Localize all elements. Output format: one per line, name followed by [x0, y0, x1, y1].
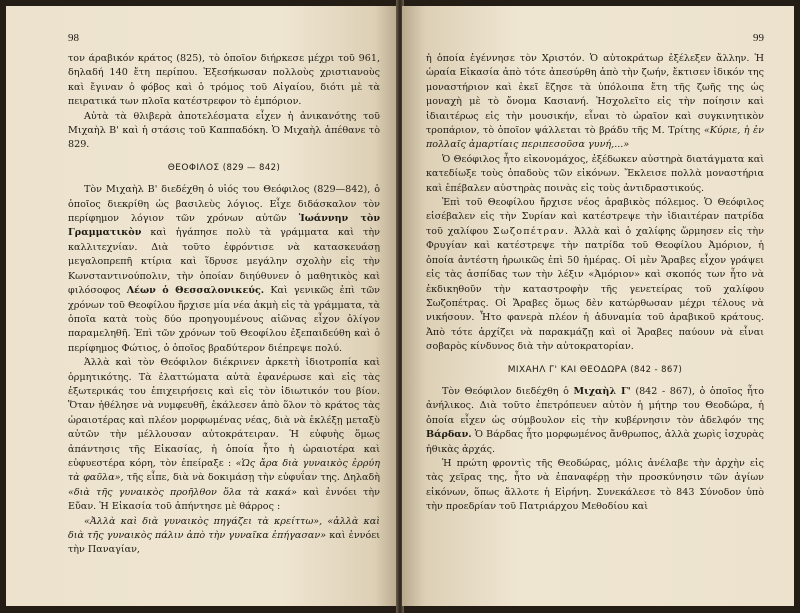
page-number-right: 99 — [753, 32, 764, 44]
heading-title: ΘΕΟΦΙΛΟΣ — [167, 162, 220, 173]
left-paragraph-4 — [68, 356, 380, 514]
spaced-name-sozopetra: Σωζοπέτραν. — [492, 225, 570, 237]
left-paragraph-3 — [68, 183, 380, 356]
section-heading-michael-theodora — [426, 363, 764, 377]
text-run: τῆς εἶπε, διὰ νὰ δοκιμάσῃ τὴν εὐφυΐαν της. Δηλαδὴ — [126, 472, 380, 484]
quote-2: «διὰ τῆς γυναικὸς προῆλθον ὅλα τὰ κακά» — [68, 486, 297, 498]
right-paragraph-1 — [426, 52, 764, 153]
bold-name-ioannis: Ἰωάννην τὸν Γραμματικὸν — [68, 213, 380, 239]
text-run: καὶ ἠγάπησε πολὺ τὰ γράμματα καὶ τὴν καλλιτεχνίαν. Διὰ τοῦτο ἐφρόντισε νὰ κατασκευάσῃ μεγαλοπρεπῆ κτίρια καὶ ἵδρυσε μεγάλην σχολὴν εἰς τὴν Κωνσταντινούπολιν, τὴν ὁποίαν διηύθυνεν ὁ μαθητικὸς καὶ φιλόσοφος — [68, 227, 380, 297]
left-paragraph-1: τον άραβικόν κράτος (825), τὸ ὁποῖον διήρκεσε μέχρι τοῦ 961, δηλαδή 140 ἔτη περίπου. Ἐξεσήκωσαν πολλοὺς χριστιανοὺς καὶ ἔγιναν ὁ φόβος καὶ ὁ τρόμος τοῦ Αἰγαίου, διότι μὲ τὰ πειρατικά των πλοῖα κατέστρεφον τὸ ἐμπόριον. — [68, 53, 380, 108]
text-run: Ἐπὶ τοῦ Θεοφίλου ἤρχισε νέος ἀραβικὸς πόλεμος. Ὁ Θεόφιλος εἰσέβαλεν εἰς τὴν Συρίαν καὶ κατέστρεψε τὴν ἰδιαιτέραν πατρίδα τοῦ χαλίφου — [426, 197, 764, 237]
text-run: ἡ ὁποία ἐγέννησε τὸν Χριστόν. Ὁ αὐτοκράτωρ ἐξέλεξεν ἄλλην. Ἡ ὡραία Εἰκασία ἀπὸ τότε ἀπεσύρθη ἀπὸ τὴν ζωήν, ἔκτισεν ἰδικόν της μοναστήριον καὶ ἐκεῖ ἔζησε τὰ ὑπόλοιπα ἔτη τῆς ζωῆς της ὡς μοναχὴ μὲ τὸ ὄνομα Κασιανή. Ἠσχολεῖτο εἰς τὴν ποίησιν καὶ ἰδιαιτέρως εἰς τὴν μουσικήν, εἶναι τὸ ὡραῖον καὶ συγκινητικὸν τροπάριον, τὸ ὁποῖον ψάλλεται τὸ βράδυ τῆς Μ. Τρίτης — [426, 53, 764, 137]
right-paragraph-4 — [426, 385, 764, 457]
bold-name-leon: Λέων ὁ Θεσσαλονικεύς. — [126, 285, 265, 297]
right-paragraph-5: Ἡ πρώτη φροντὶς τῆς Θεοδώρας, μόλις ἀνέλαβε τὴν ἀρχὴν εἰς τὰς χεῖρας της, ἦτο νὰ ἐπαναφέρῃ τὴν προσκύνησιν τῶν ἁγίων εἰκόνων, ὅπως ἄλλοτε ἡ Εἰρήνη. Συνεκάλεσε τὸ 843 Σύνοδον ὑπὸ τὴν προεδρίαν τοῦ Πατριάρχου Μεθοδίου καὶ — [426, 457, 764, 513]
bold-name-bardas: Βάρδαν. — [426, 429, 472, 441]
text-run: Τὸν Μιχαὴλ Β' διεδέχθη ὁ υἱός του Θεόφιλος (829—842), ὁ ὁποῖος διεκρίθη ὡς βασιλεὺς λόγιος. Εἶχε διδάσκαλον τὸν περίφημον λόγιον τῶν χρόνων αὐτῶν — [68, 184, 380, 225]
left-paragraph-2: Αὐτὰ τὰ θλιβερὰ ἀποτελέσματα εἶχεν ἡ ἀνικανότης τοῦ Μιχαὴλ Β' καὶ ἡ στάσις τοῦ Καππαδόκη. Ὁ Μιχαὴλ ἀπέθανε τὸ 829. — [68, 110, 380, 151]
heading-dates: (829 — 842) — [222, 162, 281, 173]
troparion-quote: «Κύριε, ἡ ἐν πολλαῖς ἁμαρτίαις περιπεσοῦσα γυνή,...» — [426, 125, 765, 151]
page-number-left: 98 — [68, 32, 79, 44]
heading-dates: (842 - 867) — [630, 364, 683, 375]
text-run: Ἀλλὰ καὶ ὁ χαλίφης ὥρμησεν εἰς τὴν Φρυγίαν καὶ κατέστρεψε τὴν πατρίδα τοῦ Θεοφίλου — [426, 225, 764, 252]
left-page-body — [68, 52, 380, 558]
right-page-body — [426, 52, 764, 515]
left-page — [6, 6, 398, 606]
text-run: Ἀμόριον, ἡ ὁποία ἀντέστη ἡρωικῶς ἐπὶ 50 ἡμέρας. Οἱ μὲν Ἄραβες εἶχον γράψει εἰς τὰς ἀσπίδας των τὴν λέξιν «Ἀμόριον» καὶ σκοπός των ἦτο νὰ ἐκδικηθοῦν τὴν καταστροφὴν τῆς γενετείρας τοῦ χαλίφου Σωζοπέτρας. Οἱ Ἄραβες ὅμως δὲν κατώρθωσαν μέχρι τέλους νὰ νικήσουν. Ἦτο φανερὰ πλέον ἡ ἀδυναμία τοῦ ἀραβικοῦ κράτους. Ἀπὸ τότε ἀρχίζει νὰ παρακμάζῃ καὶ οἱ Ἄραβες παύουν νὰ εἶναι σοβαρὸς κίνδυνος διὰ τὴν αὐτοκρατορίαν. — [426, 240, 764, 353]
text-run: (842 - 867), ὁ ὁποῖος ἦτο ἀνήλικος. Διὰ τοῦτο ἐπετρόπευεν αὐτὸν ἡ μήτηρ του Θεοδώρα, ἡ ὁποία εἶχεν ὡς σύμβουλον εἰς τὴν κυβέρνησιν τὸν ἀδελφόν της — [426, 385, 764, 426]
heading-title: ΜΙΧΑΗΛ Γ' ΚΑΙ ΘΕΟΔΩΡΑ — [507, 364, 628, 375]
right-paragraph-3 — [426, 196, 764, 354]
text-run: καὶ ἐννόει τὴν Εὔαν. Ἡ Εἰκασία τοῦ ἀπήντησε μὲ θάρρος : — [68, 486, 380, 513]
text-run: καὶ ἐννόει τὴν Παναγίαν, — [68, 530, 380, 556]
quote-1: «Ὡς ἄρα διὰ γυναικὸς ἐρρύη τὰ φαῦλα», — [68, 457, 380, 484]
text-run: Τὸν Θεόφιλον διεδέχθη ὁ — [442, 385, 569, 397]
right-paragraph-2: Ὁ Θεόφιλος ἦτο εἰκονομάχος, ἐξέδωκεν αὐστηρὰ διατάγματα καὶ κατεδίωξε τοὺς ὀπαδοὺς τῶν εἰκόνων. Ἔκλεισε πολλὰ μοναστήρια καὶ ἐπέβαλεν αὐστηρὰς ποινὰς εἰς τοὺς ἀντιδραστικούς. — [426, 153, 764, 194]
section-heading-theophilos — [68, 161, 380, 175]
text-run: Καὶ γενικῶς ἐπὶ τῶν χρόνων τοῦ Θεοφίλου ἤρχισε μία νέα ἀκμὴ εἰς τὰ γράμματα, τὰ ὁποῖα κατὰ τοὺς δύο προηγουμένους αἰῶνας εἶχον ὀλίγον παραμεληθῆ. Ἐπὶ τῶν χρόνων τοῦ Θεοφίλου ἐξεπαιδεύθη καὶ ὁ περίφημος Φώτιος, ὁ ὁποῖος βραδύτερον διέπρεψε πολύ. — [68, 285, 380, 354]
text-run: Ὁ Βάρδας ἦτο μορφωμένος ἄνθρωπος, ἀλλὰ χωρὶς ἰσχυρὰς ἠθικὰς ἀρχάς. — [426, 429, 764, 455]
text-run: Ἀλλὰ καὶ τὸν Θεόφιλον διέκρινεν ἀρκετὴ ἰδιοτροπία καὶ ὁρμητικότης. Τὰ ἐλαττώματα αὐτὰ ἐφανέρωσε καὶ εἰς τὰς ἐξωτερικάς του ἐπιχειρήσεις καὶ εἰς τὸν ἰδιωτικόν του βίον. Ὅταν ἠθέλησε νὰ νυμφευθῆ, ἐκάλεσεν ἀπὸ ὅλον τὸ κράτος τὰς ὡραιοτέρας καὶ πλέον μορφωμένας νέας, διὰ νὰ ἐκλέξῃ μεταξὺ αὐτῶν τὴν μέλλουσαν αὐτοκράτειραν. Ἡ εὐφυὴς ὅμως ἀπάντησις τῆς Εἰκασίας, ἡ ὁποία ἦτο ἡ ὡραιοτέρα καὶ εὐφυεστέρα κόρη, τὸν ἐπείραξε : — [68, 357, 380, 469]
bold-name-michael: Μιχαὴλ Γ' — [573, 385, 631, 397]
left-paragraph-5 — [68, 515, 380, 558]
quote-3: «Ἀλλὰ καὶ διὰ γυναικὸς πηγάζει τὰ κρείττω», «ἀλλὰ καὶ διὰ τῆς γυναικὸς πάλιν ἀπὸ τὴν γυναῖκα ἐπήγασαν» — [68, 515, 380, 541]
right-page — [402, 6, 794, 606]
